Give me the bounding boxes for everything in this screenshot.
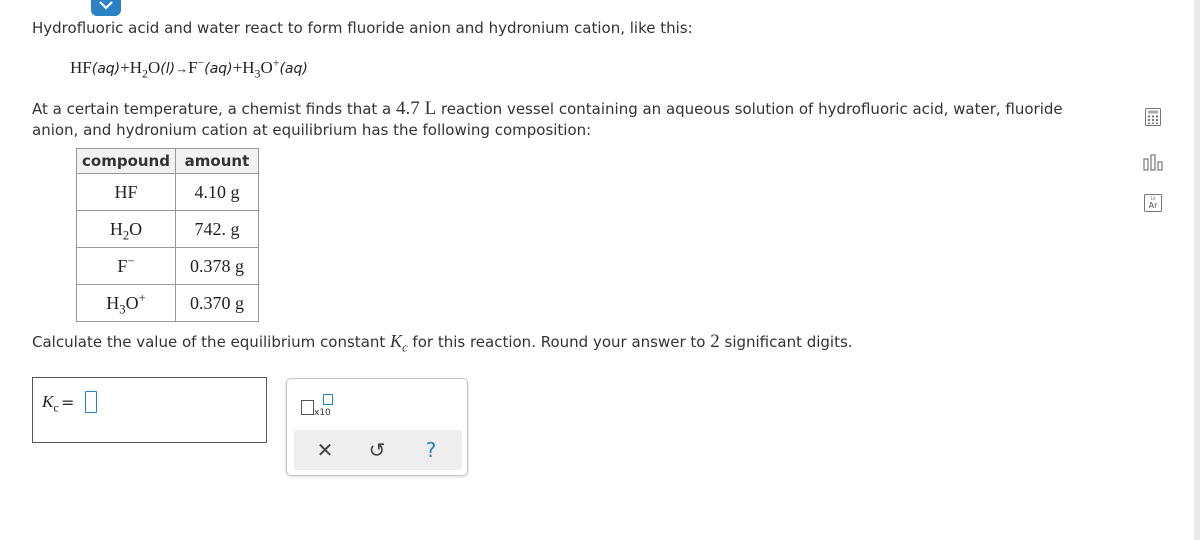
help-button[interactable]: [406, 430, 456, 470]
compound-h3o-cation: $H_3O^+$: [77, 285, 176, 322]
undo-button[interactable]: [352, 430, 402, 470]
amount-cell: 0.370 g: [175, 285, 258, 322]
calculator-button[interactable]: [1143, 107, 1163, 127]
intro-text: Hydrofluoric acid and water react to form fluoride anion and hydronium cation, like this:: [32, 19, 693, 37]
amount-cell: 4.10 g: [175, 174, 258, 211]
tool-panel: [286, 378, 468, 476]
clear-button[interactable]: [300, 430, 350, 470]
data-button[interactable]: [1143, 152, 1163, 172]
amount-cell: 0.378 g: [175, 248, 258, 285]
header-amount: amount: [175, 149, 258, 174]
calculator-icon: [1145, 108, 1161, 126]
table-row: [77, 174, 259, 211]
chevron-down-icon: [99, 1, 113, 10]
table-header-row: [77, 149, 259, 174]
table-row: [77, 211, 259, 248]
svg-text:Ar: Ar: [1148, 201, 1158, 210]
x10-label: x10: [314, 408, 331, 418]
compound-hf: HF: [77, 174, 176, 211]
answer-input[interactable]: [85, 391, 97, 413]
scientific-notation-button[interactable]: [298, 393, 334, 419]
periodic-table-icon: [1144, 194, 1162, 212]
periodic-table-button[interactable]: [1143, 193, 1163, 213]
undo-icon: ↺: [368, 438, 386, 462]
question-text: Calculate the value of the equilibrium constant $K_c$ for this reaction. Round your answer to 2 significant digits.: [32, 331, 853, 355]
composition-table: [76, 148, 259, 322]
amount-cell: 742. g: [175, 211, 258, 248]
collapse-chevron-button[interactable]: [91, 0, 121, 16]
problem-text: At a certain temperature, a chemist finds that a 4.7 L reaction vessel containing an aqueous solution of hydrofluoric acid, water, fluoride anion, and hydronium cation at equilibrium has the following composition:: [32, 98, 1063, 139]
action-bar: [294, 430, 462, 470]
reaction-equation: $HF(aq)+H_2O(l)\to F^-(aq)+H_3O^+(aq)$: [70, 55, 308, 81]
kc-symbol: $K_c$: [390, 331, 408, 355]
scrollbar[interactable]: [1194, 0, 1200, 540]
answer-box: [32, 377, 267, 443]
table-row: [77, 285, 259, 322]
data-chart-icon: [1143, 153, 1163, 171]
svg-text:18: 18: [1150, 196, 1156, 201]
equals-sign: =: [61, 393, 75, 412]
answer-label: $K_c$: [42, 392, 59, 415]
compound-h2o: $H_2O$: [77, 211, 176, 248]
table-row: [77, 248, 259, 285]
close-icon: ✕: [316, 438, 334, 462]
help-icon: ?: [425, 438, 437, 462]
compound-f-anion: F−: [77, 248, 176, 285]
header-compound: compound: [77, 149, 176, 174]
exponent-box-icon: [323, 394, 333, 405]
base-box-icon: [301, 400, 314, 415]
